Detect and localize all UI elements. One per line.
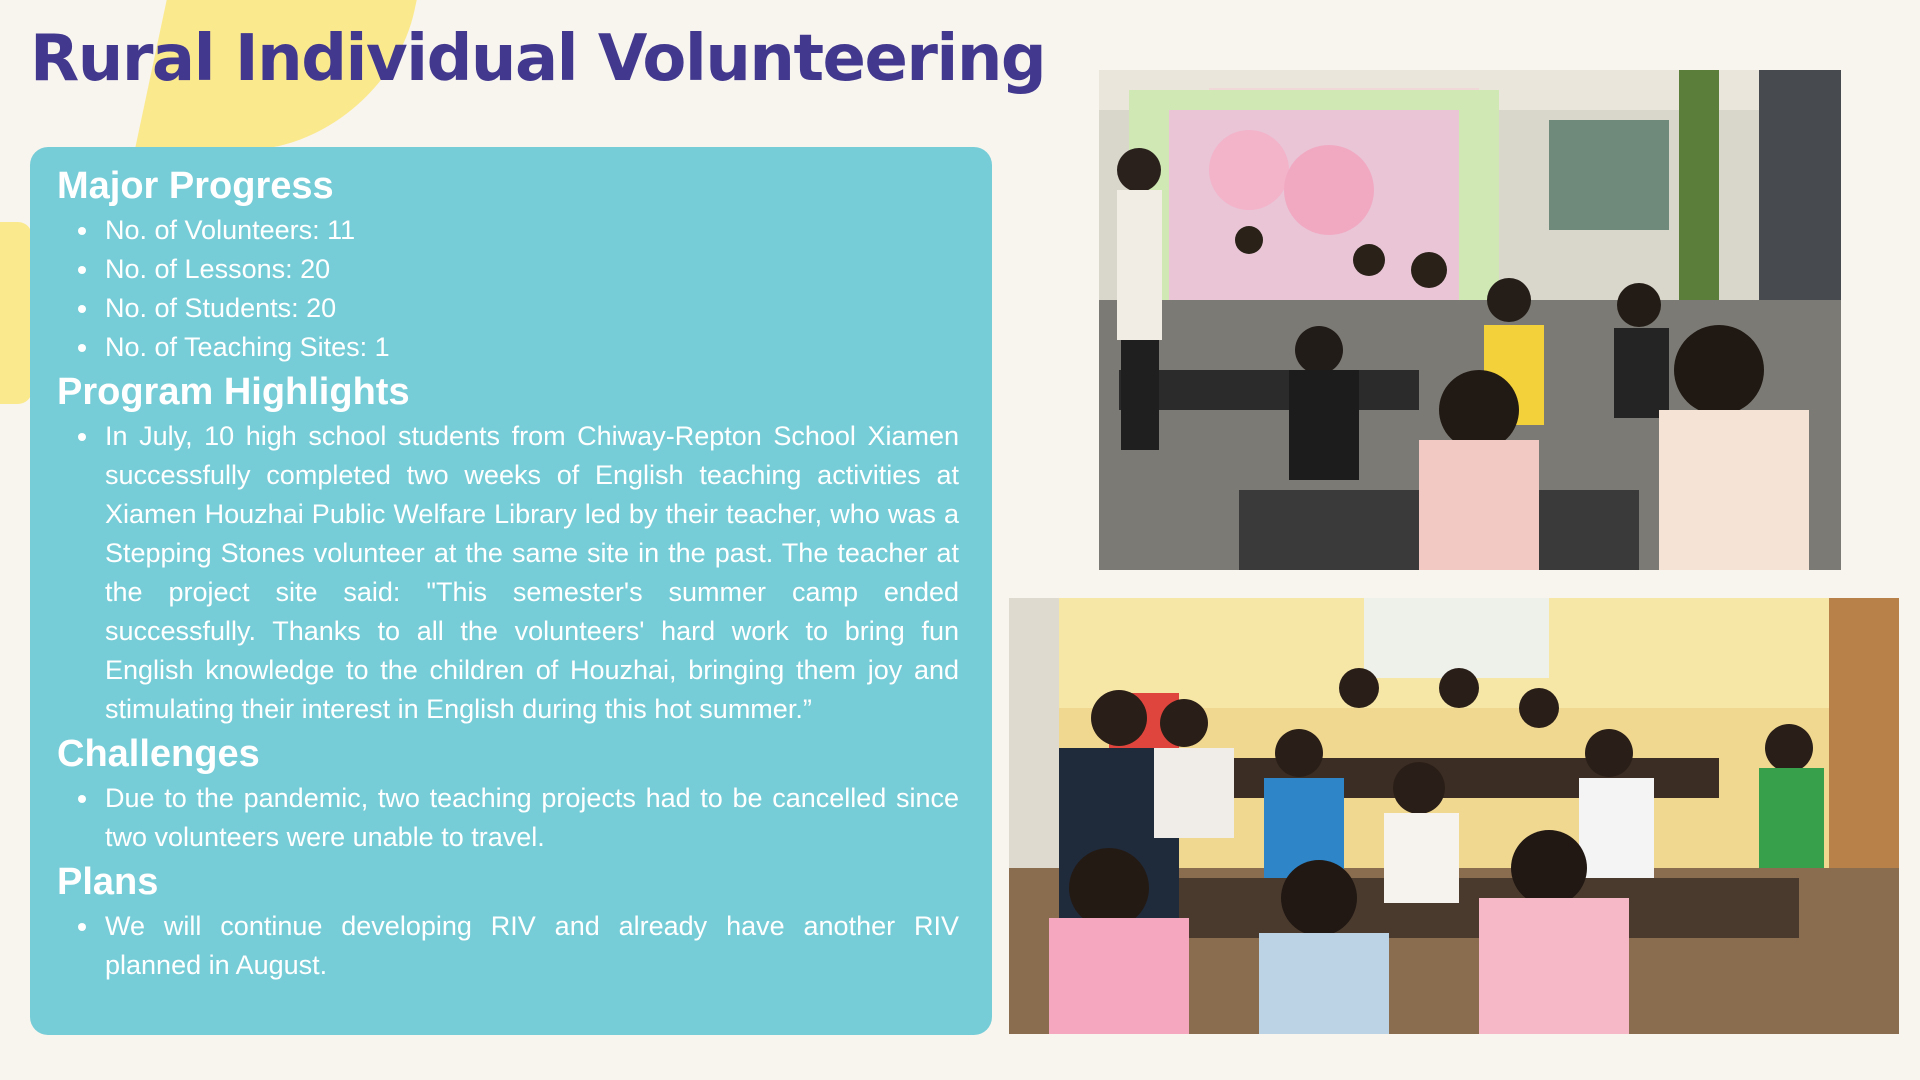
program-highlights-heading: Program Highlights — [57, 371, 410, 413]
list-item: No. of Volunteers: 11 — [78, 211, 959, 250]
program-highlights-list — [57, 417, 959, 729]
classroom-group-photo — [1009, 598, 1899, 1034]
list-item: No. of Lessons: 20 — [78, 250, 959, 289]
challenges-list — [57, 779, 959, 857]
decorative-yellow-bar — [0, 222, 32, 404]
list-item: No. of Students: 20 — [78, 289, 959, 328]
list-item: No. of Teaching Sites: 1 — [78, 328, 959, 367]
content-panel — [30, 147, 992, 1035]
list-item: In July, 10 high school students from Chiway-Repton School Xiamen successfully completed two weeks of English teaching activities at Xiamen Houzhai Public Welfare Library led by their teacher, who was a Stepping Stones volunteer at the same site in the past. The teacher at the project site said: "This semester's summer camp ended successfully. Thanks to all the volunteers' hard work to bring fun English knowledge to the children of Houzhai, bringing them joy and stimulating their interest in English during this hot summer.” — [78, 417, 959, 729]
major-progress-heading: Major Progress — [57, 165, 334, 207]
list-item: Due to the pandemic, two teaching projects had to be cancelled since two volunteers were unable to travel. — [78, 779, 959, 857]
major-progress-list — [57, 211, 959, 367]
list-item: We will continue developing RIV and already have another RIV planned in August. — [78, 907, 959, 985]
page-title: Rural Individual Volunteering — [30, 22, 1046, 96]
plans-list — [57, 907, 959, 985]
classroom-projector-photo — [1099, 70, 1841, 570]
challenges-heading: Challenges — [57, 733, 260, 775]
plans-heading: Plans — [57, 861, 159, 903]
